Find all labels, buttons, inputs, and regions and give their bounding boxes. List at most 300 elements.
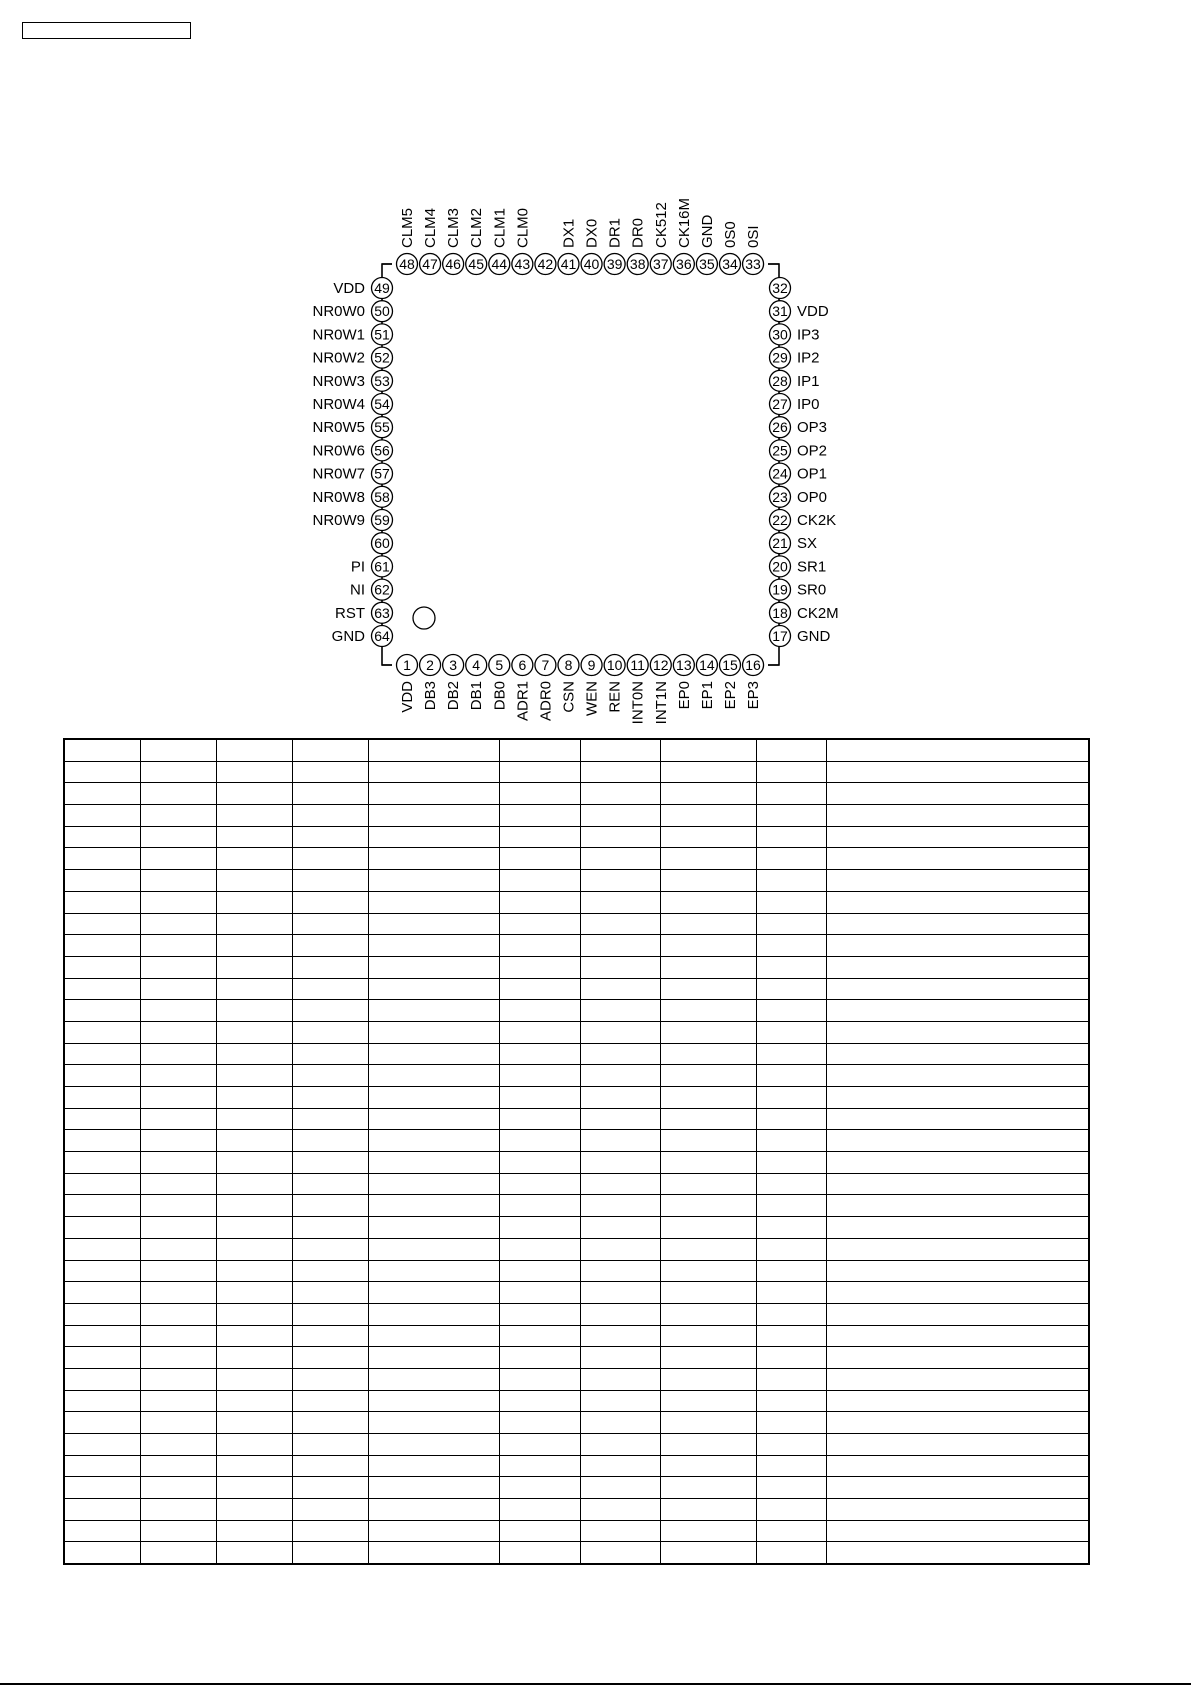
table-cell — [660, 1477, 756, 1499]
table-cell — [499, 1542, 580, 1564]
table-cell — [216, 1368, 292, 1390]
table-cell — [292, 1043, 368, 1065]
table-cell — [660, 826, 756, 848]
table-row — [64, 848, 1089, 870]
table-cell — [660, 1455, 756, 1477]
table-cell — [216, 1217, 292, 1239]
pin-label: CLM5 — [399, 207, 416, 248]
table-cell — [216, 826, 292, 848]
table-cell — [756, 935, 826, 957]
table-cell — [660, 1195, 756, 1217]
table-cell — [140, 891, 216, 913]
table-cell — [826, 1238, 1089, 1260]
pin-label: RST — [335, 604, 365, 622]
table-cell — [756, 1520, 826, 1542]
table-cell — [368, 935, 499, 957]
table-cell — [140, 1325, 216, 1347]
pin-label: NR0W4 — [312, 396, 365, 413]
pin-number: 15 — [722, 657, 738, 673]
pin-number: 26 — [772, 419, 788, 436]
table-cell — [756, 1412, 826, 1434]
table-cell — [140, 1043, 216, 1065]
pin-53 — [312, 370, 392, 391]
table-cell — [64, 1043, 140, 1065]
pin-3 — [443, 655, 464, 711]
table-cell — [826, 1108, 1089, 1130]
table-row — [64, 1260, 1089, 1282]
pins-layer — [312, 198, 838, 724]
table-cell — [580, 1347, 660, 1369]
pin-label: CK2K — [797, 512, 837, 529]
pin-30 — [770, 324, 820, 345]
table-cell — [140, 1173, 216, 1195]
table-cell — [580, 1303, 660, 1325]
table-cell — [368, 1065, 499, 1087]
pin-label: IP1 — [797, 372, 820, 390]
pin-label: DB2 — [445, 681, 463, 711]
pin-number: 57 — [374, 465, 390, 482]
pin-number: 31 — [772, 303, 788, 320]
table-cell — [292, 1412, 368, 1434]
table-cell — [140, 1282, 216, 1304]
table-row — [64, 761, 1089, 783]
table-cell — [368, 1390, 499, 1412]
table-cell — [660, 1021, 756, 1043]
pin-label: NR0W5 — [312, 419, 365, 437]
pin-label: CLM4 — [422, 207, 440, 248]
pin-54 — [312, 394, 392, 415]
table-cell — [660, 1282, 756, 1304]
pin-18 — [770, 602, 839, 623]
pin-52 — [312, 347, 392, 368]
table-cell — [292, 826, 368, 848]
table-cell — [368, 1238, 499, 1260]
table-cell — [140, 1434, 216, 1456]
table-cell — [368, 761, 499, 783]
table-cell — [292, 1152, 368, 1174]
pin-number: 9 — [587, 657, 596, 673]
table-cell — [292, 848, 368, 870]
table-cell — [292, 1303, 368, 1325]
pin-label: CLM3 — [445, 207, 463, 248]
table-cell — [292, 1347, 368, 1369]
table-cell — [756, 891, 826, 913]
table-cell — [64, 1368, 140, 1390]
table-cell — [64, 1499, 140, 1521]
pin-21 — [770, 533, 818, 554]
pin-32 — [770, 278, 791, 299]
table-cell — [368, 1303, 499, 1325]
table-cell — [140, 1065, 216, 1087]
pin-label: OP0 — [797, 488, 828, 506]
pin-label: NR0W1 — [312, 326, 365, 344]
table-cell — [216, 1390, 292, 1412]
table-row — [64, 1217, 1089, 1239]
table-cell — [499, 1368, 580, 1390]
table-row — [64, 870, 1089, 892]
table-cell — [660, 1542, 756, 1564]
table-cell — [292, 1173, 368, 1195]
table-cell — [216, 1195, 292, 1217]
table-cell — [756, 1217, 826, 1239]
table-cell — [216, 848, 292, 870]
pin-label: DR0 — [629, 217, 647, 248]
pin-label: ADR0 — [537, 681, 555, 722]
table-cell — [499, 1195, 580, 1217]
pin-19 — [770, 579, 827, 600]
table-cell — [660, 1347, 756, 1369]
table-cell — [826, 935, 1089, 957]
table-cell — [660, 1434, 756, 1456]
pin-50 — [312, 301, 392, 322]
table-cell — [140, 1303, 216, 1325]
pin-label: GND — [698, 214, 716, 248]
table-cell — [499, 1043, 580, 1065]
table-cell — [826, 1412, 1089, 1434]
table-cell — [368, 805, 499, 827]
table-cell — [756, 1347, 826, 1369]
table-cell — [580, 1021, 660, 1043]
table-cell — [292, 913, 368, 935]
table-cell — [660, 1368, 756, 1390]
pin-number: 10 — [606, 657, 623, 673]
table-cell — [756, 1434, 826, 1456]
pin-1 — [397, 655, 418, 713]
pin-51 — [312, 324, 392, 345]
table-cell — [756, 1152, 826, 1174]
table-cell — [580, 891, 660, 913]
table-cell — [756, 1542, 826, 1564]
table-cell — [660, 1412, 756, 1434]
pin-number: 8 — [564, 657, 573, 673]
pin-33 — [743, 225, 764, 274]
table-cell — [140, 1520, 216, 1542]
pin-label: DB0 — [491, 681, 509, 711]
table-cell — [499, 1390, 580, 1412]
table-cell — [499, 783, 580, 805]
table-cell — [216, 1499, 292, 1521]
table-cell — [140, 848, 216, 870]
pin-60 — [372, 533, 393, 554]
table-cell — [660, 761, 756, 783]
pin-number: 11 — [630, 657, 645, 673]
pin-number: 56 — [374, 442, 390, 459]
pin-63 — [335, 602, 393, 623]
pin-number: 58 — [374, 488, 390, 505]
table-cell — [64, 1477, 140, 1499]
pin-14 — [696, 655, 717, 710]
table-cell — [140, 805, 216, 827]
pin-number: 34 — [722, 256, 738, 272]
pin-number: 24 — [772, 465, 788, 482]
table-cell — [292, 761, 368, 783]
table-cell — [368, 1325, 499, 1347]
table-cell — [499, 1108, 580, 1130]
pin-number: 39 — [606, 256, 623, 272]
table-row — [64, 1000, 1089, 1022]
table-cell — [292, 1000, 368, 1022]
table-cell — [140, 1477, 216, 1499]
pin-number: 46 — [445, 256, 461, 272]
table-cell — [216, 1130, 292, 1152]
table-cell — [140, 1499, 216, 1521]
table-cell — [140, 870, 216, 892]
table-cell — [580, 1455, 660, 1477]
table-cell — [292, 1368, 368, 1390]
table-cell — [368, 739, 499, 761]
table-cell — [368, 1217, 499, 1239]
pin-number: 41 — [560, 256, 577, 272]
pin-number: 51 — [374, 326, 390, 343]
table-cell — [826, 1195, 1089, 1217]
table-cell — [216, 1087, 292, 1109]
table-cell — [216, 1347, 292, 1369]
table-cell — [216, 1282, 292, 1304]
table-row — [64, 1368, 1089, 1390]
table-cell — [580, 1130, 660, 1152]
table-cell — [580, 1108, 660, 1130]
table-cell — [499, 1021, 580, 1043]
pin-number: 42 — [537, 256, 554, 272]
pin-27 — [770, 394, 820, 415]
table-cell — [140, 1195, 216, 1217]
pin-number: 1 — [403, 657, 411, 673]
table-cell — [499, 805, 580, 827]
table-cell — [580, 1065, 660, 1087]
pin-label: EP3 — [745, 681, 763, 710]
pin-48 — [397, 208, 418, 275]
pin-label: NR0W7 — [312, 465, 365, 483]
table-cell — [826, 739, 1089, 761]
table-cell — [499, 1130, 580, 1152]
table-cell — [580, 1542, 660, 1564]
table-cell — [140, 913, 216, 935]
table-cell — [826, 1347, 1089, 1369]
table-cell — [826, 1152, 1089, 1174]
pin-number: 40 — [583, 256, 600, 272]
table-cell — [292, 1520, 368, 1542]
table-cell — [64, 978, 140, 1000]
pin-13 — [673, 655, 694, 710]
table-cell — [292, 891, 368, 913]
table-cell — [368, 1173, 499, 1195]
pin-number: 21 — [772, 535, 788, 552]
table-cell — [756, 761, 826, 783]
table-cell — [499, 1434, 580, 1456]
table-cell — [756, 1303, 826, 1325]
pin-37 — [650, 202, 671, 274]
pin-36 — [673, 198, 694, 275]
table-cell — [499, 1520, 580, 1542]
table-cell — [216, 1434, 292, 1456]
table-row — [64, 1303, 1089, 1325]
pin-59 — [312, 510, 392, 531]
table-cell — [660, 1108, 756, 1130]
table-row — [64, 1238, 1089, 1260]
table-cell — [368, 1152, 499, 1174]
table-cell — [660, 935, 756, 957]
pin-label: VDD — [797, 303, 829, 321]
pin-label: NR0W8 — [312, 488, 365, 506]
pin-number: 49 — [374, 280, 390, 296]
table-cell — [292, 739, 368, 761]
table-cell — [292, 1390, 368, 1412]
pin-62 — [350, 579, 393, 600]
table-cell — [499, 1087, 580, 1109]
table-cell — [140, 783, 216, 805]
table-cell — [826, 848, 1089, 870]
table-cell — [216, 1152, 292, 1174]
table-cell — [64, 1325, 140, 1347]
pin-2 — [420, 655, 441, 711]
table-cell — [826, 1065, 1089, 1087]
pin-number: 7 — [541, 657, 550, 673]
pin-label: IP3 — [797, 326, 820, 344]
table-cell — [756, 1173, 826, 1195]
pin-label: SR0 — [797, 581, 827, 599]
table-cell — [580, 1368, 660, 1390]
table-cell — [140, 1087, 216, 1109]
table-cell — [64, 848, 140, 870]
table-cell — [660, 783, 756, 805]
table-row — [64, 1087, 1089, 1109]
table-cell — [64, 1195, 140, 1217]
pin-number: 5 — [495, 657, 504, 673]
pin-label: INT1N — [652, 681, 670, 725]
table-cell — [140, 1217, 216, 1239]
table-cell — [756, 1477, 826, 1499]
pin-label: EP1 — [698, 681, 716, 710]
table-cell — [826, 1000, 1089, 1022]
pin-number: 16 — [745, 657, 761, 673]
table-cell — [499, 1412, 580, 1434]
table-cell — [499, 1455, 580, 1477]
pin-5 — [489, 655, 510, 711]
table-cell — [826, 783, 1089, 805]
table-cell — [368, 870, 499, 892]
table-cell — [826, 1021, 1089, 1043]
table-cell — [64, 1390, 140, 1412]
table-cell — [216, 1065, 292, 1087]
table-cell — [140, 1542, 216, 1564]
table-cell — [660, 1499, 756, 1521]
table-cell — [826, 1043, 1089, 1065]
table-cell — [660, 1520, 756, 1542]
pin-label: ADR1 — [514, 681, 532, 722]
table-cell — [64, 1065, 140, 1087]
table-cell — [826, 761, 1089, 783]
table-row — [64, 1195, 1089, 1217]
table-cell — [140, 761, 216, 783]
pin-number: 25 — [772, 442, 788, 459]
table-cell — [499, 1000, 580, 1022]
pin-label: CK2M — [797, 604, 839, 622]
table-cell — [499, 1152, 580, 1174]
table-cell — [756, 1238, 826, 1260]
table-cell — [216, 913, 292, 935]
table-cell — [140, 1368, 216, 1390]
table-cell — [292, 1108, 368, 1130]
table-row — [64, 935, 1089, 957]
pin-39 — [604, 218, 625, 275]
table-cell — [499, 891, 580, 913]
table-row — [64, 783, 1089, 805]
table-cell — [826, 870, 1089, 892]
table-row — [64, 1412, 1089, 1434]
table-row — [64, 978, 1089, 1000]
table-cell — [64, 1542, 140, 1564]
table-cell — [368, 1195, 499, 1217]
pin-number: 23 — [772, 488, 788, 505]
pin-31 — [770, 301, 829, 322]
table-cell — [368, 1477, 499, 1499]
table-row — [64, 913, 1089, 935]
table-cell — [292, 1499, 368, 1521]
table-cell — [499, 1217, 580, 1239]
table-row — [64, 956, 1089, 978]
table-cell — [660, 805, 756, 827]
pin-number: 52 — [374, 349, 390, 366]
table-row — [64, 1325, 1089, 1347]
table-cell — [756, 1455, 826, 1477]
pin-number: 2 — [426, 657, 434, 673]
pin-label: NR0W2 — [312, 349, 365, 367]
table-cell — [580, 1282, 660, 1304]
table-row — [64, 826, 1089, 848]
pin-23 — [770, 486, 828, 507]
table-cell — [368, 826, 499, 848]
pin-label: CLM1 — [491, 207, 509, 248]
table-cell — [292, 805, 368, 827]
pin-label: OP3 — [797, 419, 828, 437]
pin-number: 59 — [374, 512, 390, 528]
table-cell — [499, 1499, 580, 1521]
pin-label: OP1 — [797, 465, 828, 483]
table-cell — [140, 1152, 216, 1174]
table-cell — [64, 1455, 140, 1477]
table-cell — [216, 935, 292, 957]
table-cell — [826, 956, 1089, 978]
pin-55 — [312, 417, 392, 438]
table-cell — [756, 1260, 826, 1282]
table-cell — [826, 1368, 1089, 1390]
table-cell — [368, 956, 499, 978]
table-cell — [292, 1130, 368, 1152]
table-cell — [216, 739, 292, 761]
table-cell — [140, 978, 216, 1000]
pin-43 — [512, 208, 533, 275]
pin-49 — [333, 278, 392, 299]
table-cell — [368, 1000, 499, 1022]
pin-22 — [770, 510, 837, 531]
table-cell — [64, 1412, 140, 1434]
table-cell — [499, 848, 580, 870]
pin-number: 33 — [745, 256, 761, 272]
table-cell — [499, 913, 580, 935]
table-row — [64, 1542, 1089, 1564]
table-cell — [826, 826, 1089, 848]
table-cell — [826, 1499, 1089, 1521]
table-cell — [64, 1347, 140, 1369]
pin-28 — [770, 370, 820, 391]
table-cell — [368, 1021, 499, 1043]
table-cell — [580, 783, 660, 805]
table-cell — [216, 1303, 292, 1325]
table-row — [64, 1520, 1089, 1542]
table-cell — [660, 1390, 756, 1412]
table-cell — [499, 956, 580, 978]
pin-label: VDD — [399, 681, 416, 713]
